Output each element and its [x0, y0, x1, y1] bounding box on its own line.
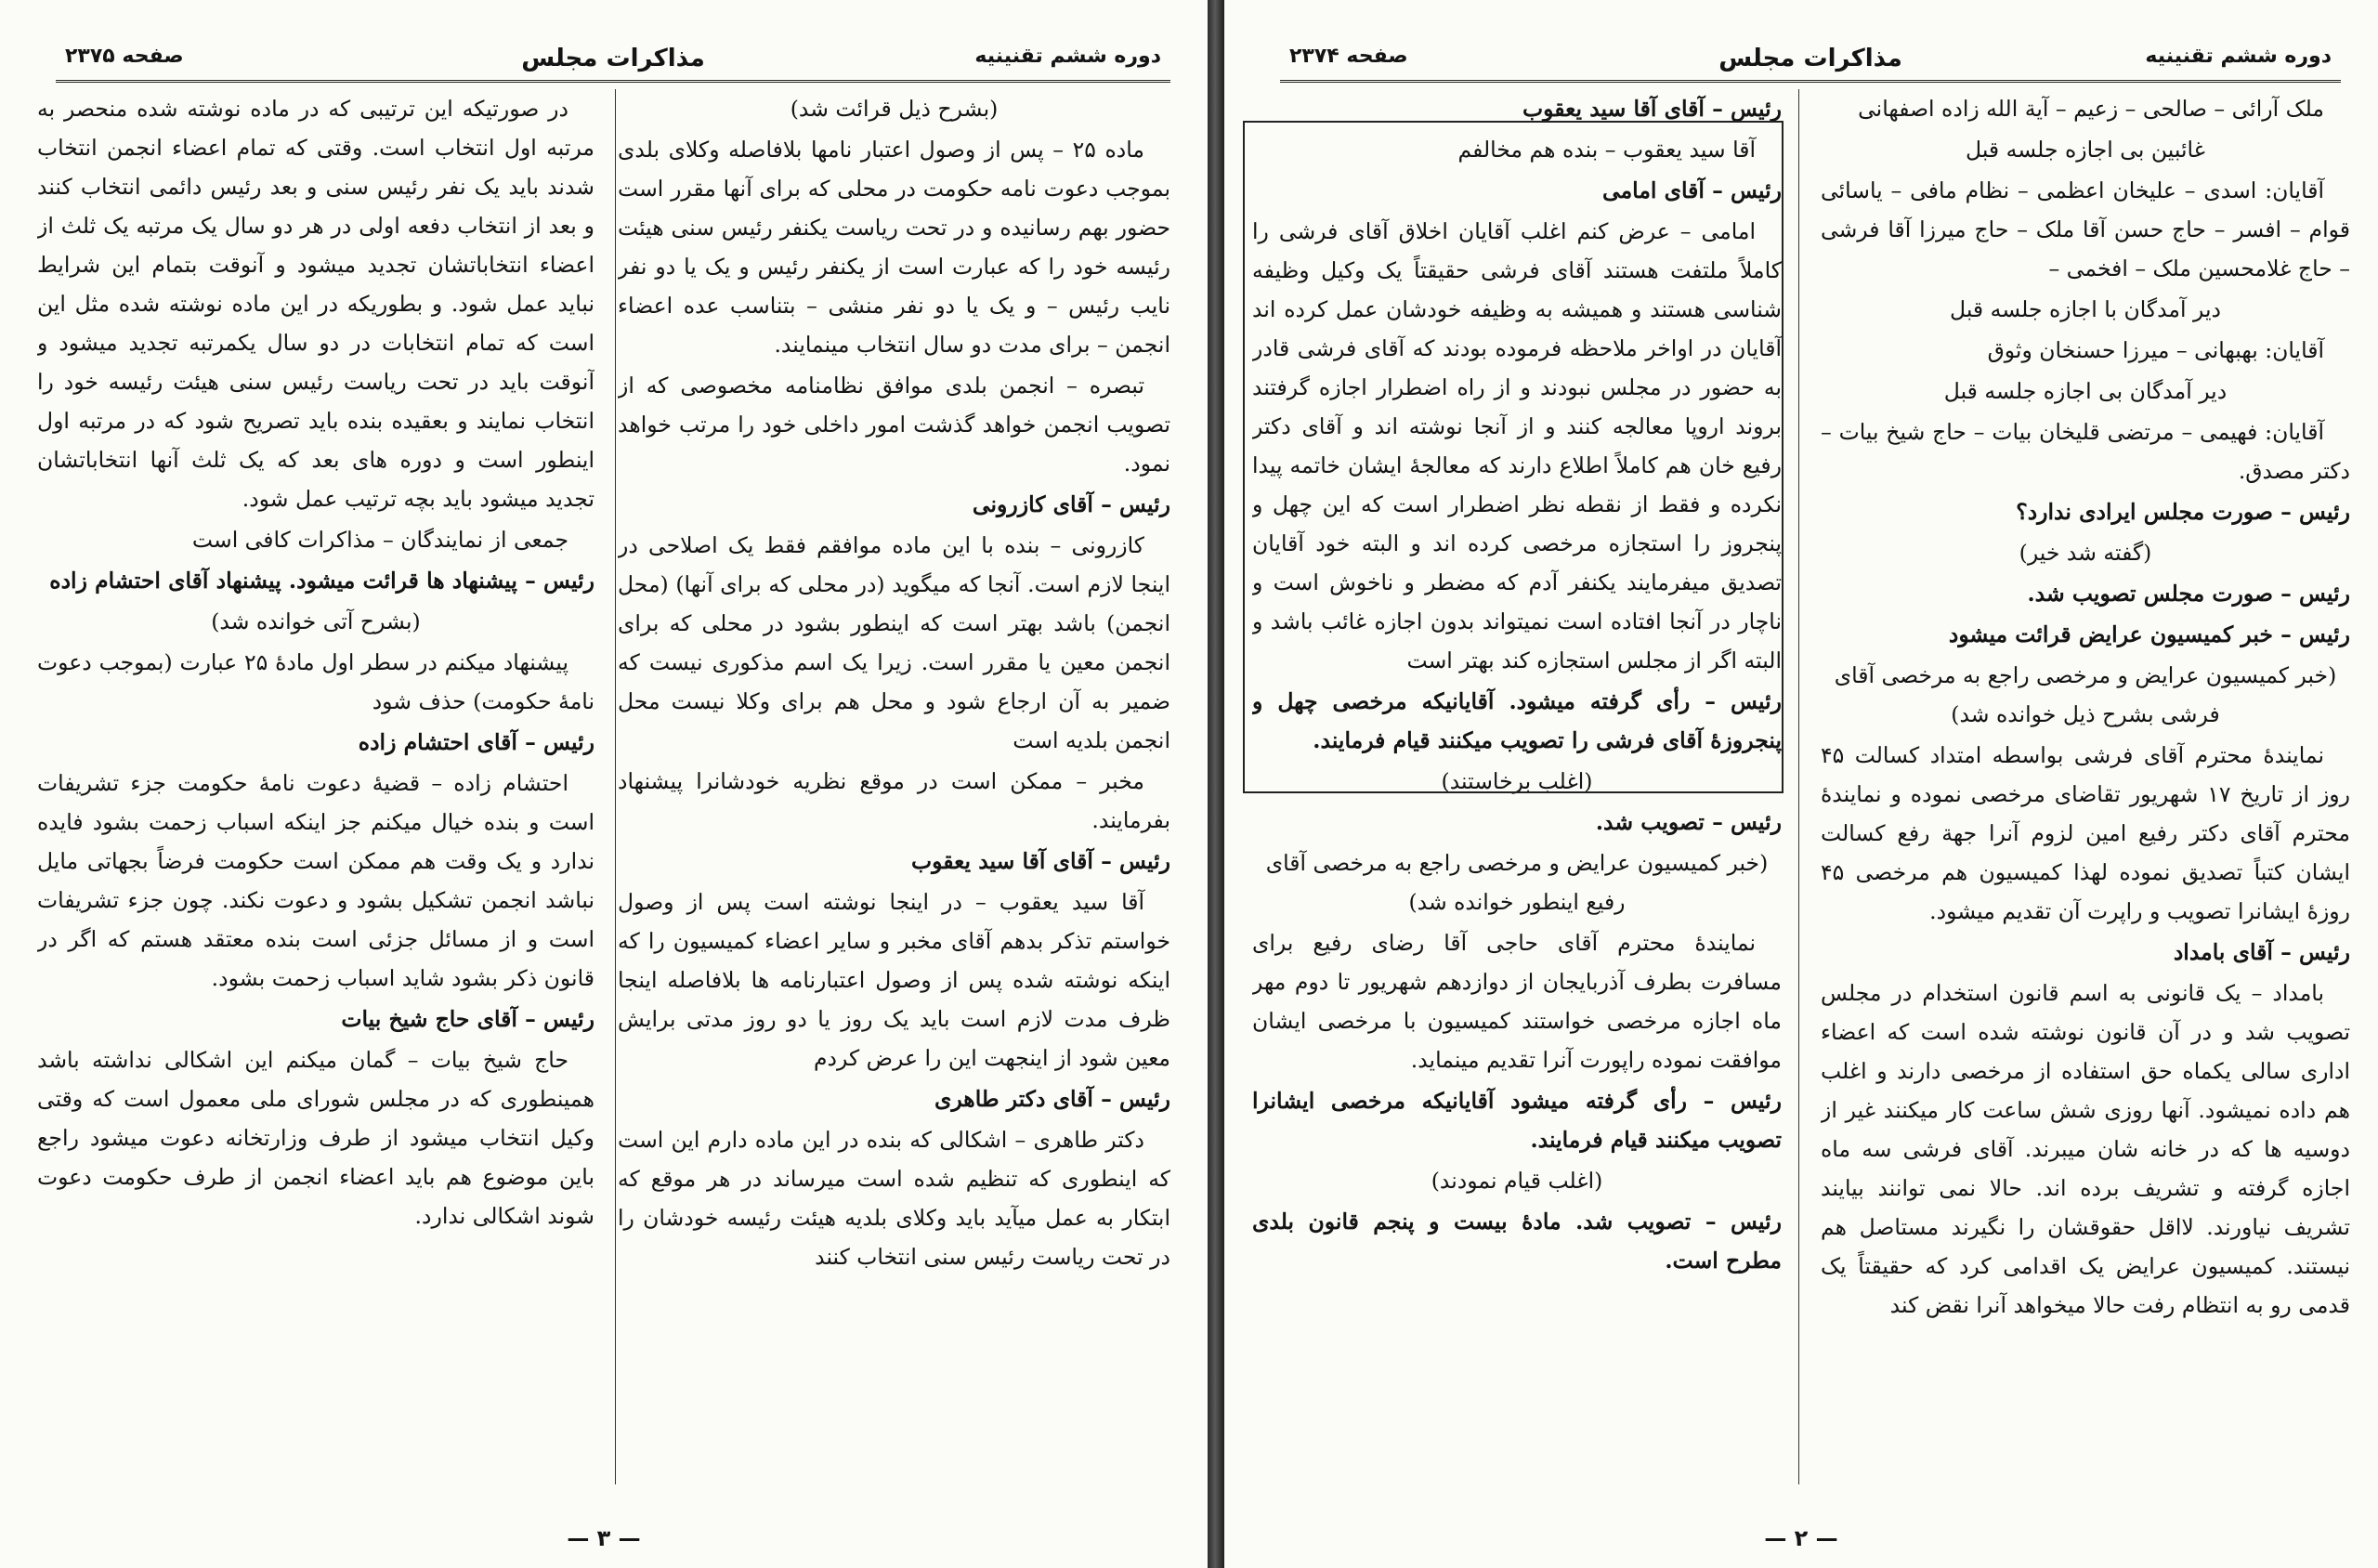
paragraph: در صورتیکه این ترتیبی که در ماده نوشته شده منحصر به مرتبه اول انتخاب است. وقتی که تمام اعضاء انجمن انتخاب شدند باید یک نفر رئیس سنی و بعد رئیس دائمی انتخاب کنند و بعد از انتخاب دفعه اولی در هر دو سال یک مرتبه یک ثلث از اعضاء انتخاباتشان تجدید میشود و آنوقت بتمام این شرایط نباید عمل شود. و بطوریکه در این ماده نوشته شده مثل این است که تمام انتخابات در دو سال یکمرتبه تجدید میشود و آنوقت باید در تحت ریاست رئیس سنی هیئت رئیسه خود را انتخاب نمایند و بعقیده بنده باید تصریح شود که در مرتبه اول اینطور است و دوره های بعد که یک ثلث آنها انتخاباتشان تجدید میشود باید بچه ترتیب عمل شود.	[37, 96, 594, 512]
paragraph: آقا سید یعقوب – بنده هم مخالفم	[1457, 137, 1756, 163]
publication-title: مذاکرات مجلس	[521, 45, 705, 72]
speaker-line: رئیس – رأی گرفته میشود آقایانیکه مرخصی ایشانرا تصویب میکنند قیام فرمایند.	[1252, 1088, 1782, 1153]
paragraph: جمعی از نمایندگان – مذاکرات کافی است	[191, 527, 568, 553]
speaker-line: رئیس – خبر کمیسیون عرایض قرائت میشود	[1948, 621, 2350, 647]
speaker-line: رئیس – آقای دکتر طاهری	[934, 1086, 1170, 1112]
book-gutter	[1208, 0, 1224, 1568]
text-column-right	[1821, 89, 2350, 1512]
text-column-right	[618, 89, 1170, 1512]
paragraph: حاج شیخ بیات – گمان میکنم این اشکالی نداشته باشد همینطوری که در مجلس شورای ملی معمول است که وقتی وکیل انتخاب میشود از طرف وزارتخانه دعوت میشود راجع باین موضوع هم باید اعضاء انجمن از طرف حکومت دعوت شوند اشکالی ندارد.	[37, 1047, 594, 1229]
column-divider	[615, 89, 616, 1484]
centered-note: (اغلب قیام نمودند)	[1431, 1168, 1603, 1194]
paragraph: امامی – عرض کنم اغلب آقایان اخلاق آقای فرشی را کاملاً ملتفت هستند آقای فرشی حقیقتاً یک وکیل وظیفه شناسی هستند و همیشه به وظیفه خودشان عمل کرده اند آقایان در اواخر ملاحظه فرموده بودند که آقای فرشی قادر به حضور در مجلس نبودند و از راه اضطرار اجازه گرفتند بروند اروپا معالجه کنند و از آنجا نوشته اند و آقای دکتر رفیع خان هم کاملاً اطلاع دارند که معالجهٔ ایشان خاتمه پیدا نکرده و فقط از نقطه نظر اضطرار است که این چهل و پنجروز را استجازه مرخصی کرده اند و البته خود آقایان تصدیق میفرمایند یکنفر آدم که مضطر و ناخوش است و ناچار در آنجا افتاده است نمیتواند بدون اجازه غائب باشد و البته اگر از مجلس استجازه کند بهتر است	[1252, 218, 1782, 673]
page-label: صفحه ۲۳۷۵	[65, 45, 184, 68]
paragraph: بامداد – یک قانونی به اسم قانون استخدام در مجلس تصویب شد و در آن قانون نوشته شده است که اعضاء اداری سالی یکماه حق استفاده از مرخصی دارند و اغلب هم داده نمیشود. آنها روزی شش ساعت کار میکنند غیر از دوسیه ها که در خانه شان میبرند. آقای فرشی سه ماه اجازه گرفته و تشریف برده اند. حالا نمی توانند بیایند تشریف نیاورند. لااقل حقوقشان را نگیرند مستاصل هم نیستند. کمیسیون عرایض یک اقدامی کرد که حقیقتاً یک قدمی رو به انتظام رفت حالا میخواهد آنرا نقض کند	[1821, 980, 2350, 1318]
paragraph: پیشنهاد میکنم در سطر اول مادهٔ ۲۵ عبارت (بموجب دعوت نامهٔ حکومت) حذف شود	[37, 649, 594, 714]
paragraph: آقایان: اسدی – علیخان اعظمی – نظام مافی – یاسائی قوام – افسر – حاج حسن آقا ملک – حاج میرزا آقا فرشی – حاج غلامحسین ملک – افخمی –	[1821, 177, 2350, 281]
period-label: دوره ششم تقنینیه	[974, 45, 1161, 68]
paragraph: آقایان: بهبهانی – میرزا حسنخان وثوق	[1987, 337, 2324, 363]
paragraph: ملک آرائی – صالحی – زعیم – آیة الله زاده اصفهانی	[1858, 96, 2324, 122]
speaker-line: رئیس – آقای امامی	[1601, 177, 1782, 203]
speaker-line: رئیس – آقای کازرونی	[972, 491, 1170, 517]
column-divider	[1798, 89, 1799, 1484]
paragraph: آقا سید یعقوب – در اینجا نوشته است پس از وصول خواستم تذکر بدهم آقای مخبر و سایر اعضاء کمیسیون را که اینکه نوشته شده پس از وصول اعتبارنامه ها بلافاصله اینجا ظرف مدت لازم است باید یک روز یا دو روز مدتی برایش معین شود از اینجهت این را عرض کردم	[618, 889, 1170, 1071]
speaker-line: رئیس – صورت مجلس ایرادی ندارد؟	[2016, 499, 2350, 525]
speaker-line: رئیس – تصویب شد.	[1595, 809, 1782, 835]
publication-title: مذاکرات مجلس	[1718, 45, 1902, 72]
speaker-line: رئیس – آقای احتشام زاده	[358, 729, 594, 755]
text-column-left	[1252, 89, 1782, 1512]
speaker-line: رئیس – آقای آقا سید یعقوب	[1522, 96, 1782, 122]
paragraph: مخبر – ممکن است در موقع نظریه خودشانرا پیشنهاد بفرمایند.	[618, 768, 1170, 833]
centered-note: غائبین بی اجازه جلسه قبل	[1966, 137, 2205, 163]
speaker-line: رئیس – پیشنهاد ها قرائت میشود. پیشنهاد آقای احتشام زاده	[49, 568, 594, 594]
paragraph: ماده ۲۵ – پس از وصول اعتبار نامها بلافاصله وکلای بلدی بموجب دعوت نامه حکومت در محلی که برای آنها مقرر است حضور بهم رسانیده و در تحت ریاست یکنفر رئیس سنی هیئت رئیسه خود را که عبارت است از یکنفر رئیس و یک یا دو نفر نایب رئیس – و یک یا دو نفر منشی – بتناسب عده اعضاء انجمن – برای مدت دو سال انتخاب مینمایند.	[618, 137, 1170, 358]
paragraph: تبصره – انجمن بلدی موافق نظامنامه مخصوصی که از تصویب انجمن خواهد گذشت امور داخلی خود را مرتب خواهد نمود.	[618, 372, 1170, 477]
paragraph: احتشام زاده – قضیهٔ دعوت نامهٔ حکومت جزء تشریفات است و بنده خیال میکنم جز اینکه اسباب زحمت بشود فایده ندارد و یک وقت هم ممکن است حکومت فرضاً بجهاتی مایل نباشد انجمن تشکیل بشود و دعوت نکند. چون جزء تشریفات است و از مسائل جزئی است بنده معتقد هستم که اگر در قانون ذکر بشود شاید اسباب زحمت بشود.	[37, 770, 594, 991]
paragraph: نمایندهٔ محترم آقای حاجی آقا رضای رفیع برای مسافرت بطرف آذربایجان از دوازدهم شهریور تا دوم مهر ماه اجازه مرخصی خواستند کمیسیون با مرخصی ایشان موافقت نموده راپورت آنرا تقدیم مینماید.	[1252, 930, 1782, 1073]
centered-note: (بشرح آتی خوانده شد)	[211, 608, 421, 634]
page-2374	[1224, 0, 2378, 1568]
speaker-line: رئیس – آقای حاج شیخ بیات	[341, 1006, 594, 1032]
centered-note: (خبر کمیسیون عرایض و مرخصی راجع به مرخصی آقای فرشی بشرح ذیل خوانده شد)	[1834, 662, 2337, 727]
page-header	[1280, 37, 2341, 83]
page-label: صفحه ۲۳۷۴	[1289, 45, 1408, 68]
paragraph: دکتر طاهری – اشکالی که بنده در این ماده دارم این است که اینطوری که تنظیم شده است میرساند در هر موقع که ابتکار به عمل میآید باید وکلای بلدیه هیئت رئیسه خودشان را در تحت ریاست رئیس سنی انتخاب کنند	[618, 1127, 1170, 1270]
speaker-line: رئیس – صورت مجلس تصویب شد.	[2027, 581, 2350, 607]
speaker-line: رئیس – تصویب شد. مادهٔ بیست و پنجم قانون بلدی مطرح است.	[1252, 1209, 1782, 1274]
speaker-line: رئیس – رأی گرفته میشود. آقایانیکه مرخصی چهل و پنجروزهٔ آقای فرشی را تصویب میکنند قیام فرمایند.	[1252, 688, 1782, 753]
period-label: دوره ششم تقنینیه	[2145, 45, 2332, 68]
centered-note: دیر آمدگان با اجازه جلسه قبل	[1950, 296, 2221, 322]
page-header	[56, 37, 1170, 83]
centered-note: دیر آمدگان بی اجازه جلسه قبل	[1943, 378, 2228, 404]
centered-note: (بشرح ذیل قرائت شد)	[790, 96, 999, 122]
paragraph: آقایان: فهیمی – مرتضی قلیخان بیات – حاج شیخ بیات – دکتر مصدق.	[1821, 419, 2350, 484]
paragraph: نمایندهٔ محترم آقای فرشی بواسطه امتداد کسالت ۴۵ روز از تاریخ ۱۷ شهریور تقاضای مرخصی نموده و نمایندهٔ محترم آقای دکتر رفیع امین لزوم آنرا جهة رفع کسالت ایشان کتباً تصدیق نموده لهذا کمیسیون هم مرخصی ۴۵ روزهٔ ایشانرا تصویب و راپرت آن تقدیم میشود.	[1821, 742, 2350, 924]
speaker-line: رئیس – آقای بامداد	[2173, 939, 2350, 965]
text-column-left	[37, 89, 594, 1512]
paragraph: کازرونی – بنده با این ماده موافقم فقط یک اصلاحی در اینجا لازم است. آنجا که میگوید (در محلی که برای آنها) (محل انجمن) باشد بهتر است که اینطور بشود در محلی که برای انجمن معین یا مقرر است. زیرا یک اسم مذکوری نیست که ضمیر به آن ارجاع شود و محل هم برای وکلا نیست محل انجمن بلدیه است	[618, 532, 1170, 753]
page-number: — ۲ —	[1764, 1525, 1838, 1551]
speaker-line: رئیس – آقای آقا سید یعقوب	[911, 848, 1170, 874]
centered-note: (اغلب برخاستند)	[1441, 768, 1593, 794]
centered-note: (گفته شد خیر)	[2019, 540, 2152, 566]
page-number: — ۳ —	[567, 1525, 641, 1551]
centered-note: (خبر کمیسیون عرایض و مرخصی راجع به مرخصی آقای رفیع اینطور خوانده شد)	[1265, 850, 1769, 915]
